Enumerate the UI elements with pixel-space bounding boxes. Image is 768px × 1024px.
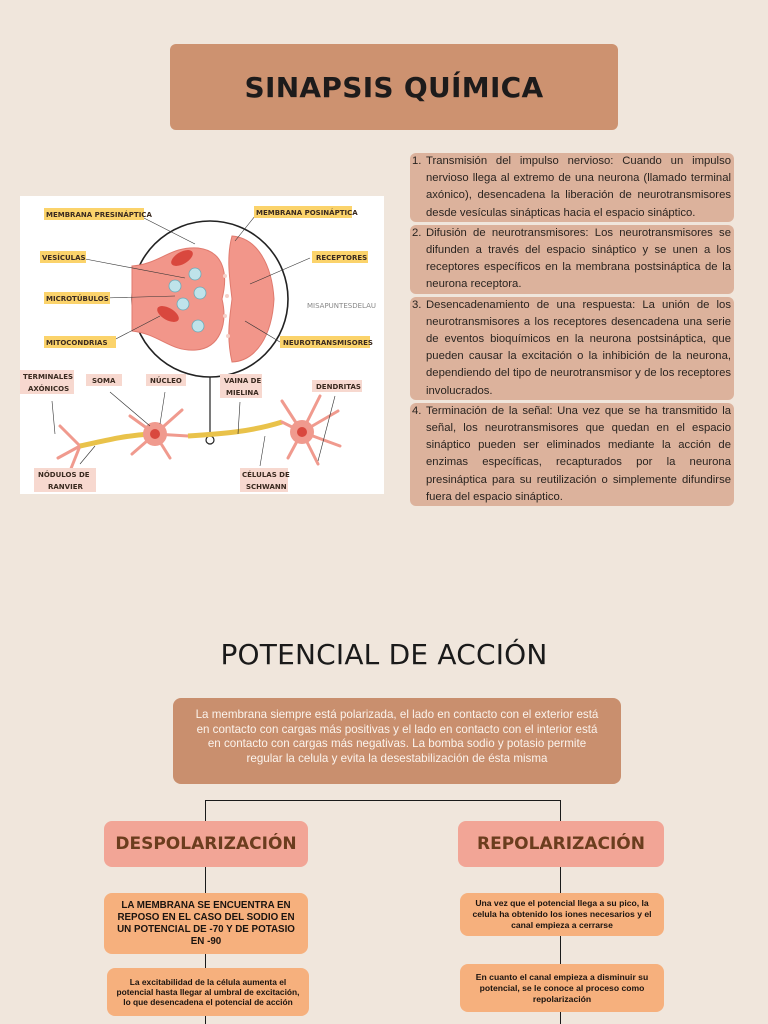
sinapsis-title-box <box>170 44 618 130</box>
connector-line <box>560 866 561 894</box>
despolarizacion-card-1 <box>104 893 308 954</box>
step-text: Desencadenamiento de una respuesta: La unión de los neurotransmisores a los receptores desencadena una serie de eventos bioquímicos en la neurona postsináptica, que pueden causar la excitación o la inhibición de la neurona, dependiendo del tipo de neurotransmisor y de los receptores involucrados. <box>426 298 731 397</box>
label-schwann-2: SCHWANN <box>246 483 287 491</box>
despolarizacion-label: DESPOLARIZACIÓN <box>104 821 308 867</box>
step-item <box>410 153 734 222</box>
connector-line <box>205 800 206 822</box>
label-mitocondrias: MITOCONDRIAS <box>46 339 108 347</box>
potencial-title: POTENCIAL DE ACCIÓN <box>220 638 548 671</box>
step-item <box>410 225 734 294</box>
step-number: 1. <box>412 155 422 167</box>
repolarizacion-card-2-text: En cuanto el canal empieza a disminuir su potencial, se le conoce al proceso como repolarización <box>475 971 649 1004</box>
label-neurotransmisores: NEUROTRANSMISORES <box>283 339 373 347</box>
step-item <box>410 297 734 400</box>
connector-line <box>560 936 561 964</box>
connector-line <box>560 800 561 822</box>
connector-line <box>560 1012 561 1024</box>
label-watermark: MISAPUNTESDELAU <box>307 302 376 310</box>
repolarizacion-label: REPOLARIZACIÓN <box>458 821 664 867</box>
label-membrana-pre: MEMBRANA PRESINÁPTICA <box>46 211 152 219</box>
potencial-intro-box <box>173 698 621 784</box>
label-dendritas: DENDRITAS <box>316 383 361 391</box>
label-vesiculas: VESÍCULAS <box>42 254 86 262</box>
despolarizacion-card-2 <box>107 968 309 1016</box>
page-title: SINAPSIS QUÍMICA <box>244 70 544 104</box>
label-nodulos-1: NÓDULOS DE <box>38 471 90 479</box>
despolarizacion-card-2-text: La excitabilidad de la célula aumenta el potencial hasta llegar al umbral de excitación, lo que desencadena el potencial de acción <box>116 976 300 1008</box>
connector-line <box>205 800 561 801</box>
label-terminales-1: TERMINALES <box>23 373 74 381</box>
label-nodulos-2: RANVIER <box>48 483 83 491</box>
label-schwann-1: CÉLULAS DE <box>242 471 290 479</box>
repolarizacion-card-2 <box>460 964 664 1012</box>
label-membrana-post: MEMBRANA POSINÁPTICA <box>256 209 358 217</box>
connector-line <box>205 866 206 894</box>
step-item <box>410 403 734 506</box>
potencial-intro-text: La membrana siempre está polarizada, el lado en contacto con el exterior está en contacto con cargas más positivas y el lado en contacto con el interior está en contacto con cargas más negativas. La bomba sodio y potasio permite regular la celula y evita la desestabilización de ésta misma <box>195 708 599 765</box>
step-text: Difusión de neurotransmisores: Los neurotransmisores se difunden a través del espacio sináptico y se unen a los receptores específicos en la membrana postsináptica de la neurona receptora. <box>426 226 731 291</box>
synapse-diagram <box>20 196 384 494</box>
connector-line <box>205 1016 206 1024</box>
step-number: 3. <box>412 298 422 311</box>
label-receptores: RECEPTORES <box>316 254 368 262</box>
label-soma: SOMA <box>92 377 116 385</box>
step-text: Transmisión del impulso nervioso: Cuando un impulso nervioso llega al extremo de una neurona (llamado terminal axónico), desencadena la liberación de neurotransmisores desde vesículas sinápticas hacia el espacio sináptico. <box>426 155 731 219</box>
synapse-steps-list <box>410 153 734 506</box>
step-number: 2. <box>412 226 422 239</box>
synapse-illustration <box>20 196 384 494</box>
despolarizacion-card-1-text: LA MEMBRANA SE ENCUENTRA EN REPOSO EN EL CASO DEL SODIO EN UN POTENCIAL DE -70 Y DE POTASIO EN -90 <box>117 899 295 947</box>
label-vaina-1: VAINA DE <box>224 377 262 385</box>
label-microtubulos: MICROTÚBULOS <box>46 295 109 303</box>
label-terminales-2: AXÓNICOS <box>28 385 70 393</box>
connector-line <box>205 954 206 968</box>
label-vaina-2: MIELINA <box>226 389 259 397</box>
step-text: Terminación de la señal: Una vez que se ha transmitido la señal, los neurotransmisores que quedan en el espacio sináptico pueden ser eliminados mediante la acción de enzimas específicas, recapturados por la neurona presináptica para su reutilización o simplemente difundirse fuera del espacio sináptico. <box>426 404 731 503</box>
label-nucleo: NÚCLEO <box>150 377 182 385</box>
repolarizacion-card-1-text: Una vez que el potencial llega a su pico, la celula ha obtenido los iones necesarios y el canal empieza a cerrarse <box>472 898 652 930</box>
repolarizacion-card-1 <box>460 893 664 936</box>
step-number: 4. <box>412 404 422 417</box>
